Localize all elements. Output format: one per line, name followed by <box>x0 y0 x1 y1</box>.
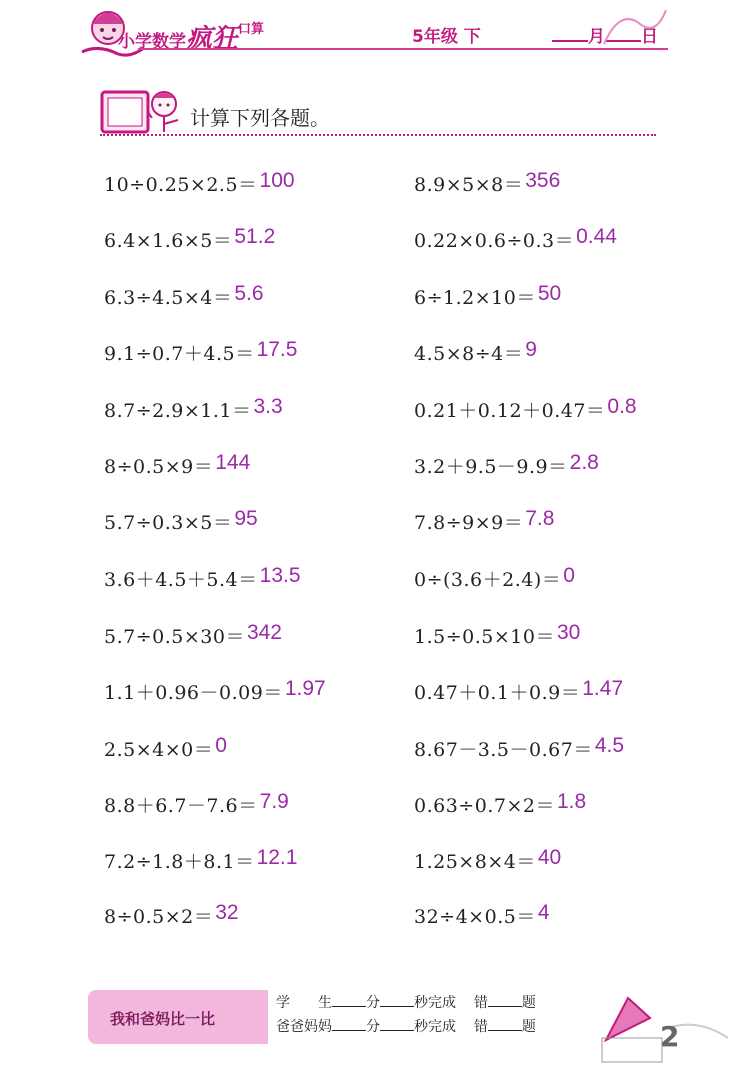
problem-answer: 7.9 <box>259 790 289 813</box>
problem-answer: 12.1 <box>256 846 298 869</box>
minutes-label: 分 <box>366 1019 380 1035</box>
problem-answer: 0.8 <box>607 395 637 418</box>
problem-expression: 6÷1.2×10＝ <box>414 287 536 309</box>
problem-right-3 <box>414 283 561 323</box>
problem-left-12 <box>104 791 289 831</box>
problem-expression: 4.5×8÷4＝ <box>414 343 524 365</box>
student-label: 学 生 <box>276 995 332 1011</box>
problem-answer: 4.5 <box>594 734 625 757</box>
problem-expression: 8.9×5×8＝ <box>414 174 524 196</box>
month-label: 月 <box>588 27 605 47</box>
problem-expression: 7.8÷9×9＝ <box>414 512 524 534</box>
instruction-text: 计算下列各题。 <box>190 106 330 130</box>
problem-left-11 <box>104 735 227 775</box>
problem-expression: 10÷0.25×2.5＝ <box>104 174 258 196</box>
problem-expression: 8÷0.5×2＝ <box>104 906 214 928</box>
problem-answer: 95 <box>234 507 258 530</box>
wrong-label: 错 <box>473 995 488 1011</box>
student-minutes-blank[interactable] <box>332 995 366 1007</box>
grade-label: 5年级 下 <box>412 27 481 47</box>
problem-expression: 5.7÷0.5×30＝ <box>104 626 245 648</box>
problem-left-10 <box>104 678 326 718</box>
problem-answer: 17.5 <box>256 338 298 361</box>
student-seconds-blank[interactable] <box>380 995 414 1007</box>
problem-answer: 0.44 <box>576 225 617 248</box>
problem-answer: 9 <box>525 338 537 361</box>
problem-left-6 <box>104 452 250 492</box>
minutes-label: 分 <box>366 995 380 1011</box>
problem-left-1 <box>104 170 295 210</box>
problem-expression: 9.1÷0.7＋4.5＝ <box>104 343 255 365</box>
parent-minutes-blank[interactable] <box>332 1019 366 1031</box>
problem-right-12 <box>414 791 586 831</box>
brand-big-text-2: 狂 <box>212 24 239 54</box>
problem-left-5 <box>104 396 283 436</box>
brand-tail-text: 口算 <box>238 22 265 37</box>
problem-expression: 32÷4×0.5＝ <box>414 906 536 928</box>
problem-expression: 8.7÷2.9×1.1＝ <box>104 400 252 422</box>
problem-left-9 <box>104 622 282 662</box>
problem-answer: 1.8 <box>556 790 587 813</box>
problem-expression: 5.7÷0.3×5＝ <box>104 512 233 534</box>
problem-left-13 <box>104 847 297 887</box>
problem-left-4 <box>104 339 297 379</box>
questions-label: 题 <box>521 1019 536 1035</box>
problem-answer: 144 <box>215 451 251 474</box>
wrong-label: 错 <box>473 1019 488 1035</box>
seconds-complete-label: 秒完成 <box>414 1019 456 1035</box>
problem-answer: 4 <box>537 901 550 924</box>
questions-label: 题 <box>521 995 536 1011</box>
problem-right-2 <box>414 226 617 266</box>
problem-answer: 40 <box>537 846 562 869</box>
problem-left-2 <box>104 226 275 266</box>
problem-expression: 1.1＋0.96－0.09＝ <box>104 682 283 704</box>
problem-left-8 <box>104 565 301 605</box>
problem-left-3 <box>104 283 264 323</box>
problem-answer: 0 <box>215 734 227 757</box>
problem-answer: 50 <box>537 282 562 305</box>
problem-right-11 <box>414 735 624 775</box>
problem-answer: 13.5 <box>259 564 301 587</box>
problem-expression: 7.2÷1.8＋8.1＝ <box>104 851 255 873</box>
problem-expression: 0.47＋0.1＋0.9＝ <box>414 682 581 704</box>
problem-expression: 6.3÷4.5×4＝ <box>104 287 233 309</box>
problem-expression: 1.25×8×4＝ <box>414 851 536 873</box>
problem-answer: 342 <box>246 621 282 644</box>
problem-right-14 <box>414 902 550 942</box>
seconds-complete-label: 秒完成 <box>414 995 456 1011</box>
problem-right-13 <box>414 847 561 887</box>
problem-expression: 8.67－3.5－0.67＝ <box>414 739 593 761</box>
day-label: 日 <box>641 27 658 47</box>
student-wrong-blank[interactable] <box>488 995 522 1007</box>
problem-expression: 0÷(3.6＋2.4)＝ <box>414 569 562 591</box>
parent-record-row <box>276 1016 536 1036</box>
competition-footer <box>88 988 648 1044</box>
problem-right-1 <box>414 170 560 210</box>
problem-expression: 6.4×1.6×5＝ <box>104 230 233 252</box>
problem-expression: 0.63÷0.7×2＝ <box>414 795 555 817</box>
parent-wrong-blank[interactable] <box>488 1019 522 1031</box>
page-number: 2 <box>660 1020 680 1053</box>
problem-right-9 <box>414 622 580 662</box>
problem-right-4 <box>414 339 537 379</box>
problem-expression: 3.2＋9.5－9.9＝ <box>414 456 568 478</box>
parent-label: 爸爸妈妈 <box>276 1019 332 1035</box>
problem-expression: 1.5÷0.5×10＝ <box>414 626 555 648</box>
problem-answer: 7.8 <box>525 507 555 530</box>
student-record-row <box>276 992 536 1012</box>
problem-answer: 51.2 <box>234 225 276 248</box>
problem-left-7 <box>104 508 258 548</box>
problem-expression: 0.22×0.6÷0.3＝ <box>414 230 575 252</box>
problem-right-7 <box>414 508 554 548</box>
problem-answer: 3.3 <box>253 395 283 418</box>
problem-expression: 8÷0.5×9＝ <box>104 456 214 478</box>
problem-answer: 1.47 <box>582 677 624 700</box>
problem-expression: 2.5×4×0＝ <box>104 739 214 761</box>
problem-right-8 <box>414 565 575 605</box>
problem-right-5 <box>414 396 637 436</box>
footer-record-table <box>268 988 648 1044</box>
problem-expression: 8.8＋6.7－7.6＝ <box>104 795 258 817</box>
problem-answer: 5.6 <box>234 282 264 305</box>
parent-seconds-blank[interactable] <box>380 1019 414 1031</box>
problem-answer: 32 <box>215 901 239 924</box>
problem-answer: 30 <box>556 621 581 644</box>
problem-answer: 100 <box>259 169 295 192</box>
problem-answer: 2.8 <box>569 451 599 474</box>
brand-small-text: 小学数学 <box>118 32 186 52</box>
problem-left-14 <box>104 902 239 942</box>
brand-big-text-1: 疯 <box>186 24 213 54</box>
problem-expression: 3.6＋4.5＋5.4＝ <box>104 569 258 591</box>
problem-expression: 0.21＋0.12＋0.47＝ <box>414 400 606 422</box>
problem-answer: 0 <box>563 564 575 587</box>
problem-right-6 <box>414 452 599 492</box>
footer-label: 我和爸妈比一比 <box>110 1010 216 1028</box>
problem-answer: 356 <box>525 169 561 192</box>
problem-answer: 1.97 <box>284 677 326 700</box>
problem-right-10 <box>414 678 623 718</box>
